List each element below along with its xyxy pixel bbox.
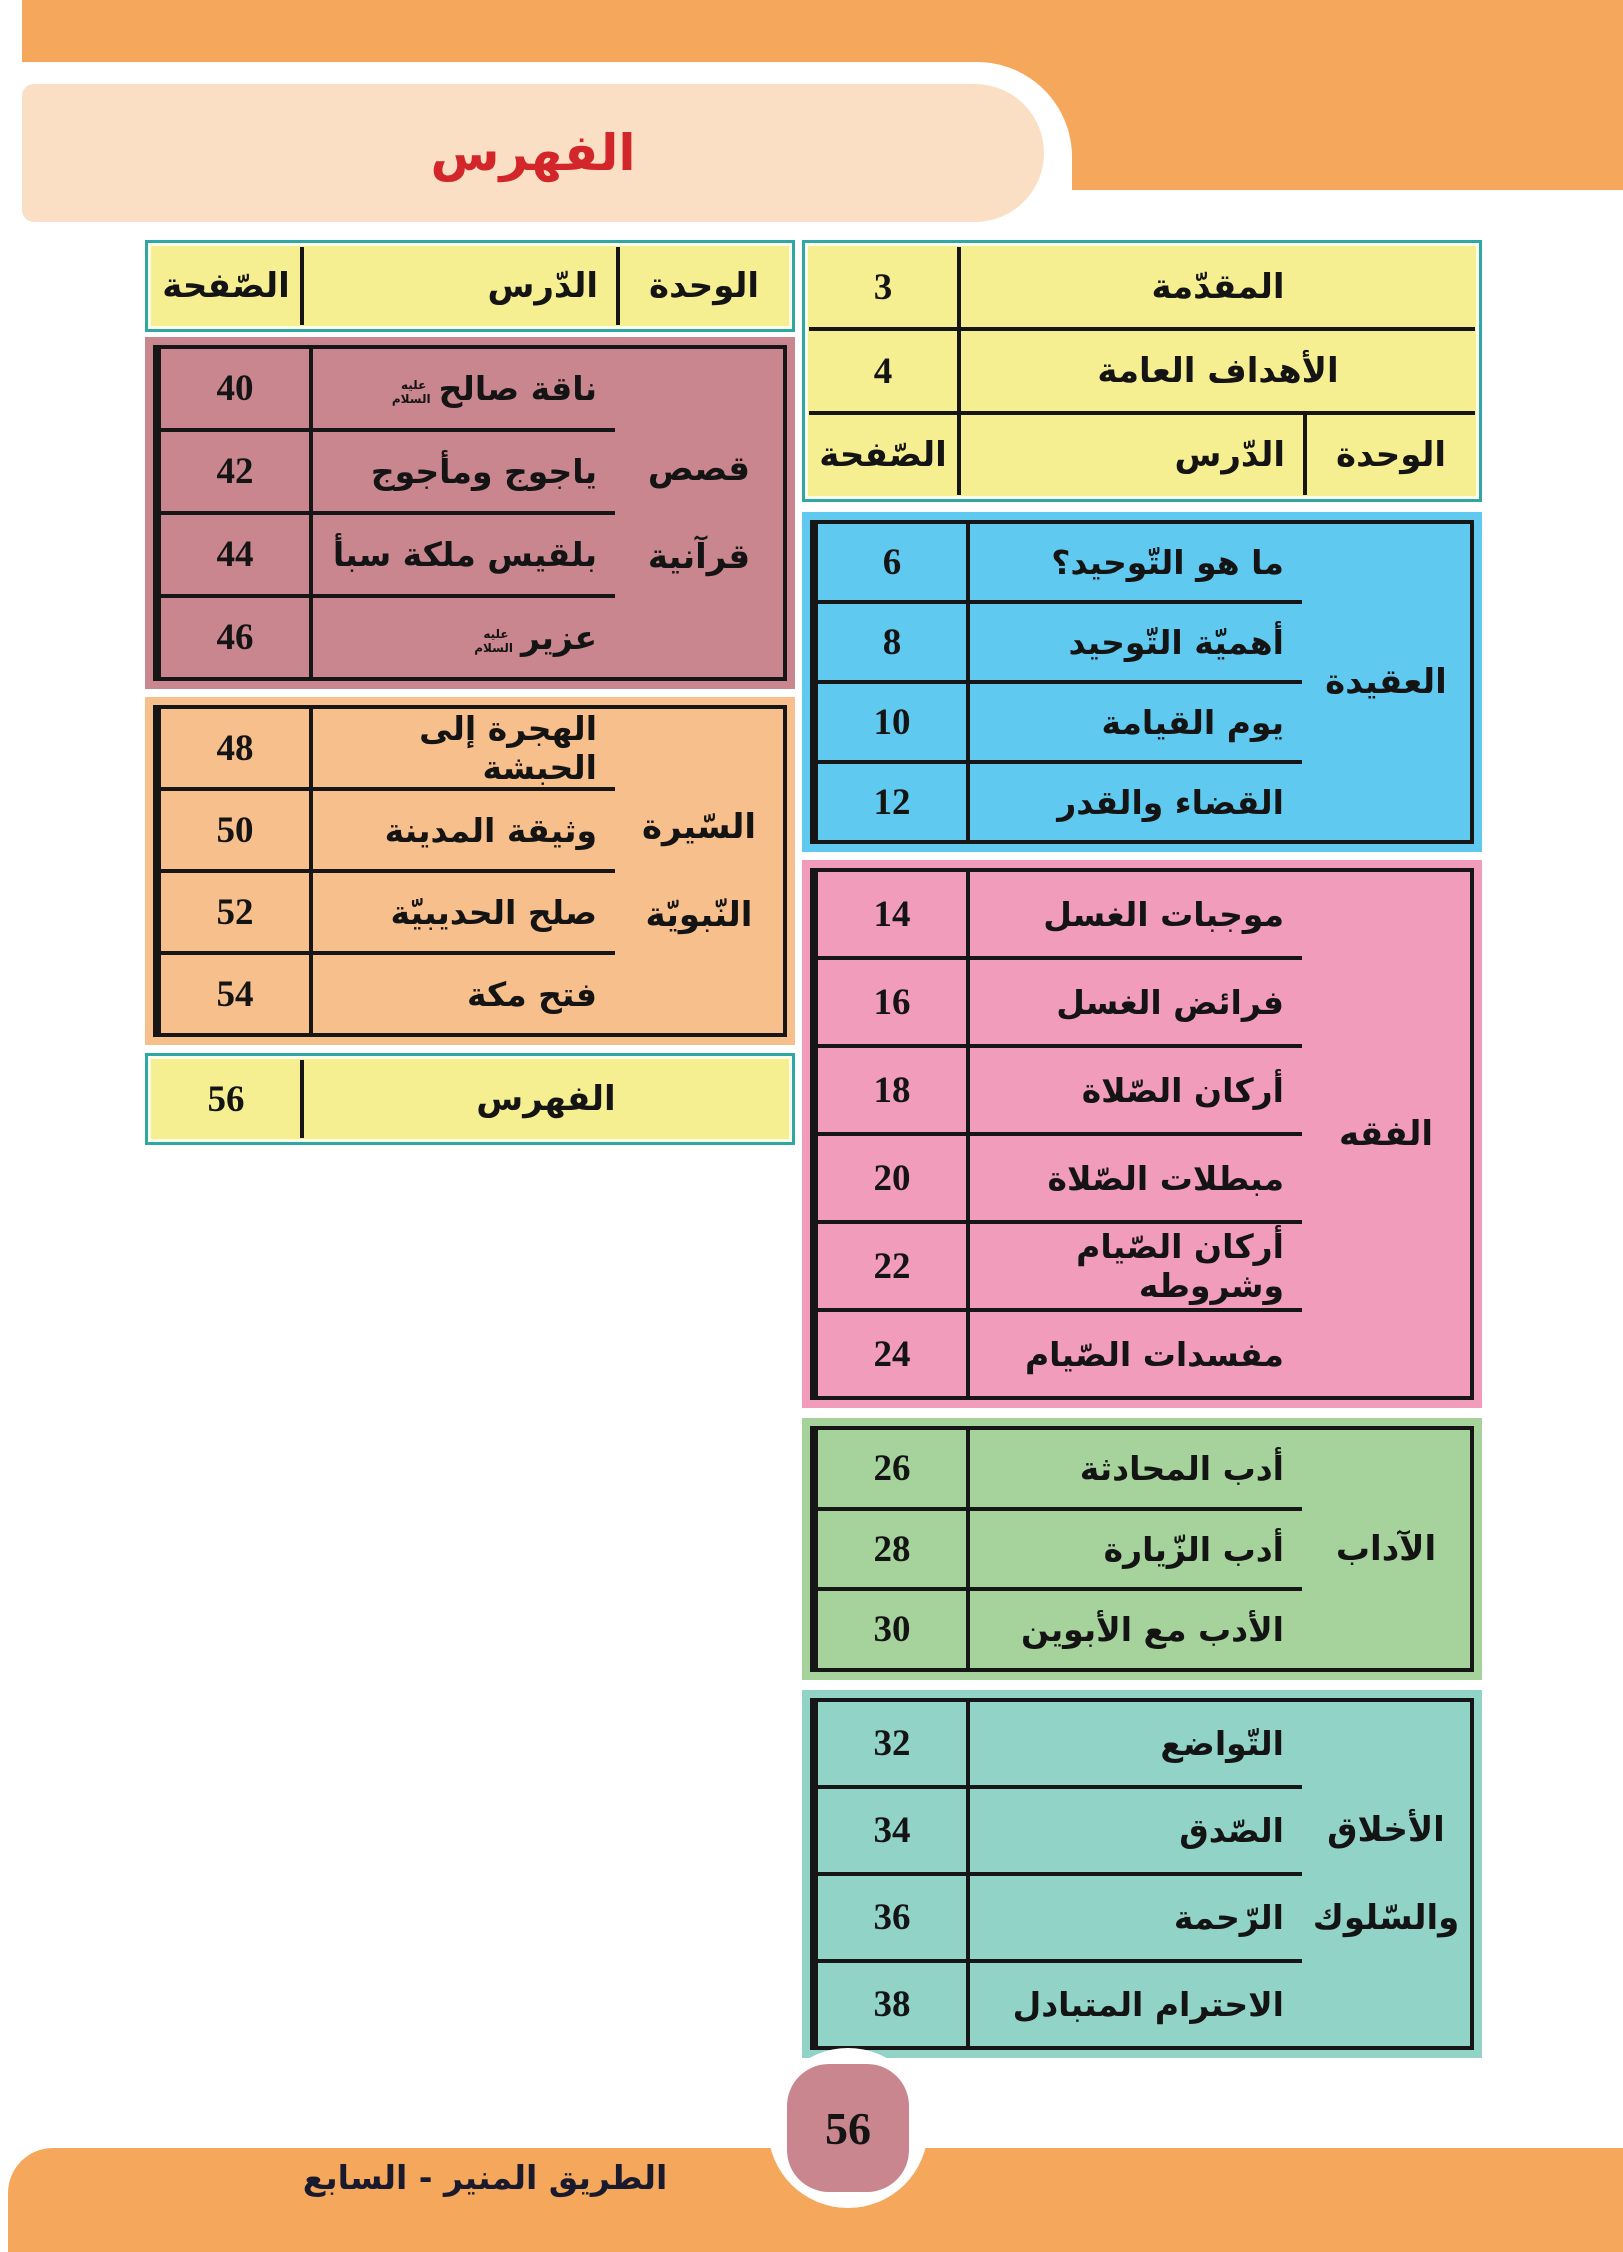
left-table-header-block [145,240,795,332]
lesson-cell: ياجوج ومأجوج [370,452,597,491]
table-row [161,349,615,428]
honorific-mark: عليه السلام [391,378,431,406]
page-number-cell: 46 [161,598,313,677]
section-prophetic-biography [145,697,795,1045]
page-number-cell: 4 [809,331,961,411]
lesson-column-header: الدّرس [961,415,1307,495]
page-number-cell: 38 [818,1963,970,2046]
lesson-cell: الرّحمة [1173,1898,1284,1937]
table-row [818,1702,1302,1785]
lesson-cell: صلح الحديبيّة [390,892,597,932]
table-row [161,869,615,951]
section-quranic-stories [145,337,795,689]
lesson-cell: أركان الصّلاة [1081,1070,1284,1110]
table-row [161,511,615,594]
table-row [818,1587,1302,1668]
unit-cell: قصص قرآنية [647,448,751,577]
section-fiqh [802,860,1482,1408]
table-row [818,1132,1302,1220]
column-header-row [809,411,1475,495]
unit-column-header: الوحدة [1336,435,1446,475]
table-row [161,787,615,869]
right-table-header-block [802,240,1482,502]
page-number-cell: 44 [161,515,313,594]
page-number-cell: 56 [152,1060,304,1138]
page-number-cell: 18 [818,1048,970,1132]
lesson-cell: الهجرة إلى الحبشة [419,709,597,787]
page-number-cell: 8 [818,604,970,680]
table-row [818,1959,1302,2046]
lesson-cell: التّواضع [1160,1724,1284,1763]
page-column-header: الصّفحة [152,247,304,325]
table-row [818,600,1302,680]
lesson-label: عزير [521,618,597,657]
lesson-column-header: الدّرس [304,247,620,325]
page-number-cell: 22 [818,1224,970,1308]
page-column-header: الصّفحة [809,415,961,495]
table-row [818,1872,1302,1959]
page-number-cell: 20 [818,1136,970,1220]
lesson-cell: مفسدات الصّيام [1024,1334,1284,1374]
page-number-cell: 6 [818,524,970,600]
lesson-cell: فرائض الغسل [1056,982,1284,1022]
table-row [818,760,1302,840]
honorific-mark: عليه السلام [474,627,513,655]
lesson-cell: أركان الصّيام وشروطه [1076,1227,1284,1305]
lesson-cell: أدب الزّيارة [1103,1529,1284,1569]
page-number-cell: 28 [818,1511,970,1588]
page-number-cell: 42 [161,432,313,511]
unit-cell: السّيرة النّبويّة [641,806,757,935]
page-number-cell: 26 [818,1430,970,1507]
lesson-cell: الاحترام المتبادل [1012,1985,1284,2024]
page-number-cell: 52 [161,873,313,951]
page-number-cell: 24 [818,1312,970,1396]
page-number-cell: 14 [818,872,970,956]
page-number-cell: 50 [161,791,313,869]
lesson-label: ناقة صالح [438,369,597,408]
page-number-cell: 36 [818,1876,970,1959]
table-row [161,428,615,511]
lesson-cell: موجبات الغسل [1043,894,1284,934]
table-row [809,327,1475,411]
lesson-cell: بلقيس ملكة سبأ [332,535,597,574]
page-number-cell: 16 [818,960,970,1044]
page-number-cell: 40 [161,349,313,428]
table-row [818,1308,1302,1396]
table-row [818,1507,1302,1588]
table-row [161,709,615,787]
lesson-cell: مبطلات الصّلاة [1047,1158,1284,1198]
book-title: الطريق المنير - السابع [302,2158,668,2197]
unit-cell: الأخلاق والسّلوك [1312,1809,1460,1938]
unit-cell: العقيدة [1325,661,1447,702]
lesson-cell: المقدّمة [1151,267,1285,307]
lesson-cell: الأهداف العامة [1097,351,1339,391]
page-number-badge: 56 [787,2064,909,2192]
table-row [818,872,1302,956]
page-number-cell: 32 [818,1702,970,1785]
section-creed [802,512,1482,852]
page-number-cell: 12 [818,764,970,840]
lesson-cell: يوم القيامة [1101,702,1284,742]
lesson-cell: أهميّة التّوحيد [1068,622,1284,662]
page-title: الفهرس [430,124,636,182]
table-row [161,951,615,1033]
page-number-cell: 54 [161,955,313,1033]
unit-cell: الفقه [1339,1113,1433,1154]
lesson-cell: الصّدق [1179,1811,1284,1850]
lesson-cell: وثيقة المدينة [384,810,597,850]
header-banner [22,84,1044,222]
lesson-cell: أدب المحادثة [1079,1448,1284,1488]
page-number-cell: 10 [818,684,970,760]
lesson-cell: الأدب مع الأبوين [1021,1610,1284,1650]
table-row [818,1220,1302,1308]
table-row [818,1785,1302,1872]
table-row [818,1430,1302,1507]
table-row [818,524,1302,600]
table-row [818,956,1302,1044]
lesson-cell: القضاء والقدر [1057,782,1284,822]
index-row-block [145,1053,795,1145]
section-etiquette [802,1418,1482,1680]
lesson-cell [313,349,615,428]
unit-cell: الآداب [1335,1528,1437,1569]
column-header-row [152,247,788,325]
lesson-cell: ما هو التّوحيد؟ [1051,542,1284,582]
page-number-cell: 3 [809,247,961,327]
table-row [152,1060,788,1138]
page-number-cell: 30 [818,1591,970,1668]
page-number-cell: 48 [161,709,313,787]
table-row [161,594,615,677]
lesson-cell: الفهرس [476,1079,616,1119]
unit-column-header: الوحدة [649,266,759,306]
lesson-cell: فتح مكة [467,974,597,1014]
page-number-cell: 34 [818,1789,970,1872]
lesson-cell [313,598,615,677]
table-row [809,247,1475,327]
table-row [818,680,1302,760]
section-morals [802,1690,1482,2058]
table-row [818,1044,1302,1132]
